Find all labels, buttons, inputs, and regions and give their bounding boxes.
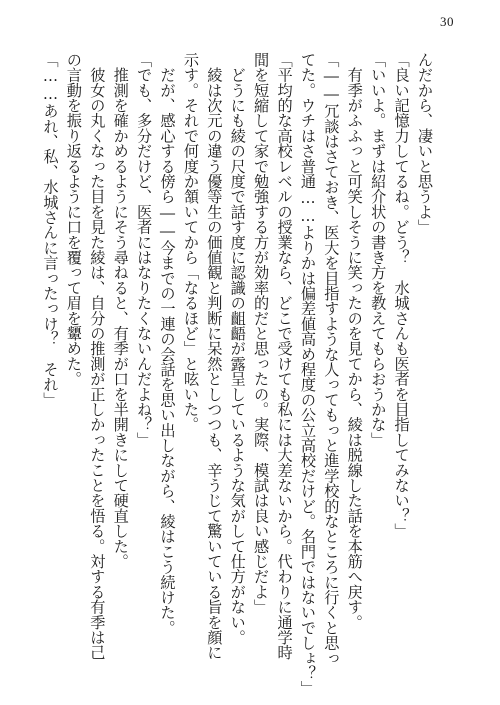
text-line: 間を短縮して家で勉強する方が効率的だと思ったの。実際、模試は良い感じだよ」 xyxy=(252,52,271,615)
novel-text-block xyxy=(41,52,436,696)
text-line: 「――冗談はさておき、医大を目指すような人ってもっと進学校的なところに行くと思っ xyxy=(322,52,341,666)
text-line: 「でも、多分だけど、医者にはなりたくないんだよね？」 xyxy=(135,52,154,448)
text-line: 示す。それで何度か頷いてから「なるほど」と呟いた。 xyxy=(181,52,200,432)
text-line: 「平均的な高校レベルの授業なら、どこで受けても私には大差ないから。代わりに通学時 xyxy=(275,52,294,660)
text-line: 「いいよ。まずは紹介状の書き方を教えてもらおうかな」 xyxy=(369,52,388,448)
text-line: んだから、凄いと思うよ」 xyxy=(416,52,434,235)
text-line: 「……あれ、私、水城さんに言ったっけ？ それ」 xyxy=(41,52,60,408)
text-line: どうにも綾の尺度で話す度に認識の齟齬が露呈しているような気がして仕方がない。 xyxy=(228,52,247,645)
page-number: 30 xyxy=(440,14,454,29)
text-line: 「良い記憶力してるね。どう？ 水城さんも医者を目指してみない？」 xyxy=(392,52,411,539)
text-line: 綾は次元の違う優等生の価値観と判断に呆然としつつも、辛うじて驚いている旨を顔に xyxy=(205,52,224,660)
text-line: の言動を振り返るように口を覆って眉を顰めた。 xyxy=(64,52,83,387)
text-line: 推測を確かめるようにそう尋ねると、有季が口を半開きにして硬直した。 xyxy=(111,52,130,569)
text-line: だが、感心する傍ら――今までの一連の会話を思い出しながら、綾はこう続けた。 xyxy=(158,52,177,636)
text-line: 彼女の丸くなった目を見た綾は、自分の推測が正しかったことを悟る。対する有季は己 xyxy=(88,52,107,660)
text-line: 有季がふふっと可笑しそうに笑ったのを見てから、綾は脱線した話を本筋へ戻す。 xyxy=(345,52,364,630)
text-line: てた。ウチはさ普通……よりかは偏差値高め程度の公立高校だけど。名門ではないでしょ？」 xyxy=(298,52,317,696)
